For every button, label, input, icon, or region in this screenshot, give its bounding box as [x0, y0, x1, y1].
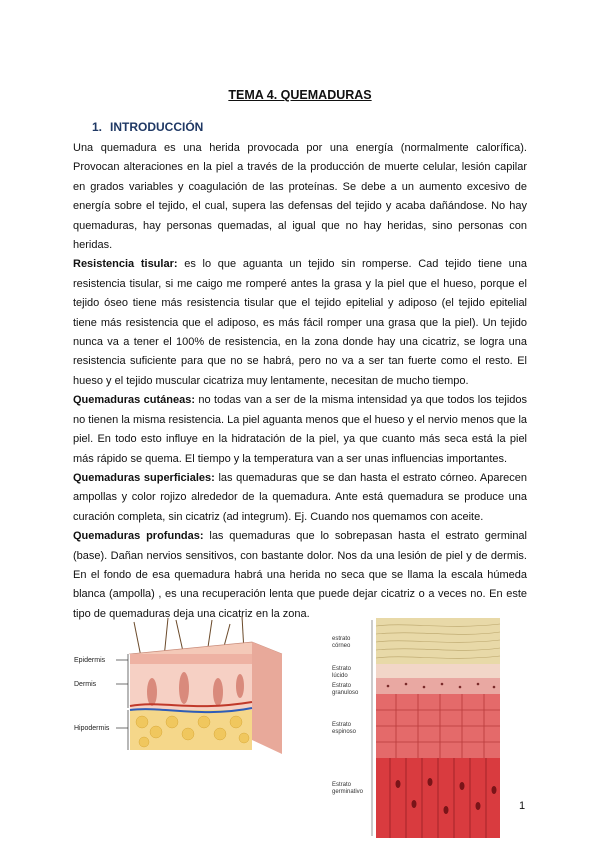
paragraph — [73, 139, 527, 255]
germinativo-label-2: germinativo — [332, 789, 364, 795]
skin-cross-section-figure — [72, 614, 302, 764]
granuloso-label-1: Estrato — [332, 683, 352, 689]
paragraph — [73, 391, 527, 469]
epidermis-layer — [130, 654, 252, 664]
paragraph-term: Quemaduras cutáneas: — [73, 394, 196, 407]
page-number: 1 — [519, 800, 526, 812]
paragraph — [73, 527, 527, 624]
body-text — [73, 139, 527, 624]
paragraph-text: es lo que aguanta un tejido sin romperse. Cad tejido tiene una resistencia tisular, si me caigo me romperé antes la grasa y la piel que el hueso, porque el tejido óseo tiene más resistencia tisular que el tejido epitelial y adiposo (el tejido epitelial tiene más resistencia que el adiposo, es más fácil romper una grasa que la piel). Un tejido nunca va a tener el 100% de resistencia, en la zona donde hay una cicatriz, se logra una resistencia suficiente para que no se habrá, pero no va a ser tan fuerte como el resto. El hueso y el tejido muscular cicatriza muy lentamente, necesitan de mucho tiempo. — [73, 258, 528, 387]
espinoso-label-1: Estrato — [332, 722, 352, 728]
strata-labels — [332, 636, 364, 795]
document-title: TEMA 4. QUEMADURAS — [228, 88, 372, 102]
paragraph-text: las quemaduras que lo sobrepasan hasta el estrato germinal (base). Dañan nervios sensitivos, con bastante dolor. Nos da una lesión de piel y de dermis. En el fondo de esa quemadura habrá una herida no seca que se llama la escala húmeda blanca (ampolla) , es una recuperación lenta que puede dejar cicatriz o a veces no. En este tipo de quemaduras deja una cicatriz en la zona. — [73, 530, 527, 620]
paragraph-term: Quemaduras superficiales: — [73, 471, 215, 484]
section-heading — [92, 120, 203, 134]
lucido-label-1: Estrato — [332, 666, 352, 672]
epidermis-strata-figure — [328, 614, 504, 842]
espinoso-label-2: espinoso — [332, 729, 357, 735]
section-number: 1. — [92, 120, 103, 134]
label-brackets — [116, 654, 128, 750]
skin-side-face — [252, 642, 282, 754]
lucido-label-2: lúcido — [332, 673, 348, 679]
paragraph-text: las quemaduras que se dan hasta el estrato córneo. Aparecen ampollas y color rojizo alrededor de la quemadura. Ante está quemadura se produce una curación completa, sin cicatriz (ad integrum). Ej. Cuando nos quemamos con aceite. — [73, 471, 527, 523]
granuloso-label-2: granuloso — [332, 690, 359, 696]
paragraph — [73, 255, 527, 391]
paragraph — [73, 469, 527, 527]
section-label: INTRODUCCIÓN — [110, 120, 204, 134]
stratum-lucidum — [376, 664, 500, 678]
dermis-label: Dermis — [74, 681, 97, 688]
epidermis-label: Epidermis — [74, 657, 106, 664]
paragraph-text: no todas van a ser de la misma intensidad ya que todos los tejidos no tienen la misma resistencia. La piel aguanta menos que el hueso y el nervio menos que la piel. En todo esto influye en la hidratación de la piel, ya que cuanto más seca está la piel más rápido se quema. El tiempo y la temperatura van a ser unas influencias importantes. — [73, 394, 528, 465]
corneo-label-1: estrato — [332, 636, 351, 642]
stratum-granulosum — [376, 678, 500, 694]
hipodermis-label: Hipodermis — [74, 725, 110, 732]
paragraph-term: Quemaduras profundas: — [73, 530, 204, 543]
paragraph-term: Resistencia tisular: — [73, 258, 178, 271]
germinativo-label-1: Estrato — [332, 782, 352, 788]
paragraph-text: Una quemadura es una herida provocada por una energía (normalmente calorífica). Provocan alteraciones en la piel a través de la producción de muerte celular, lesión capilar en grados variables y coagulación de las proteínas. Se debe a un aumento excesivo de energía sobre el tejido, el cual, supera las defensas del tejido y acaba dañándose. No hay quemaduras, hay personas quemadas, al igual que no hay heridas, sino personas con heridas. — [73, 142, 527, 252]
corneo-label-2: córneo — [332, 643, 351, 649]
